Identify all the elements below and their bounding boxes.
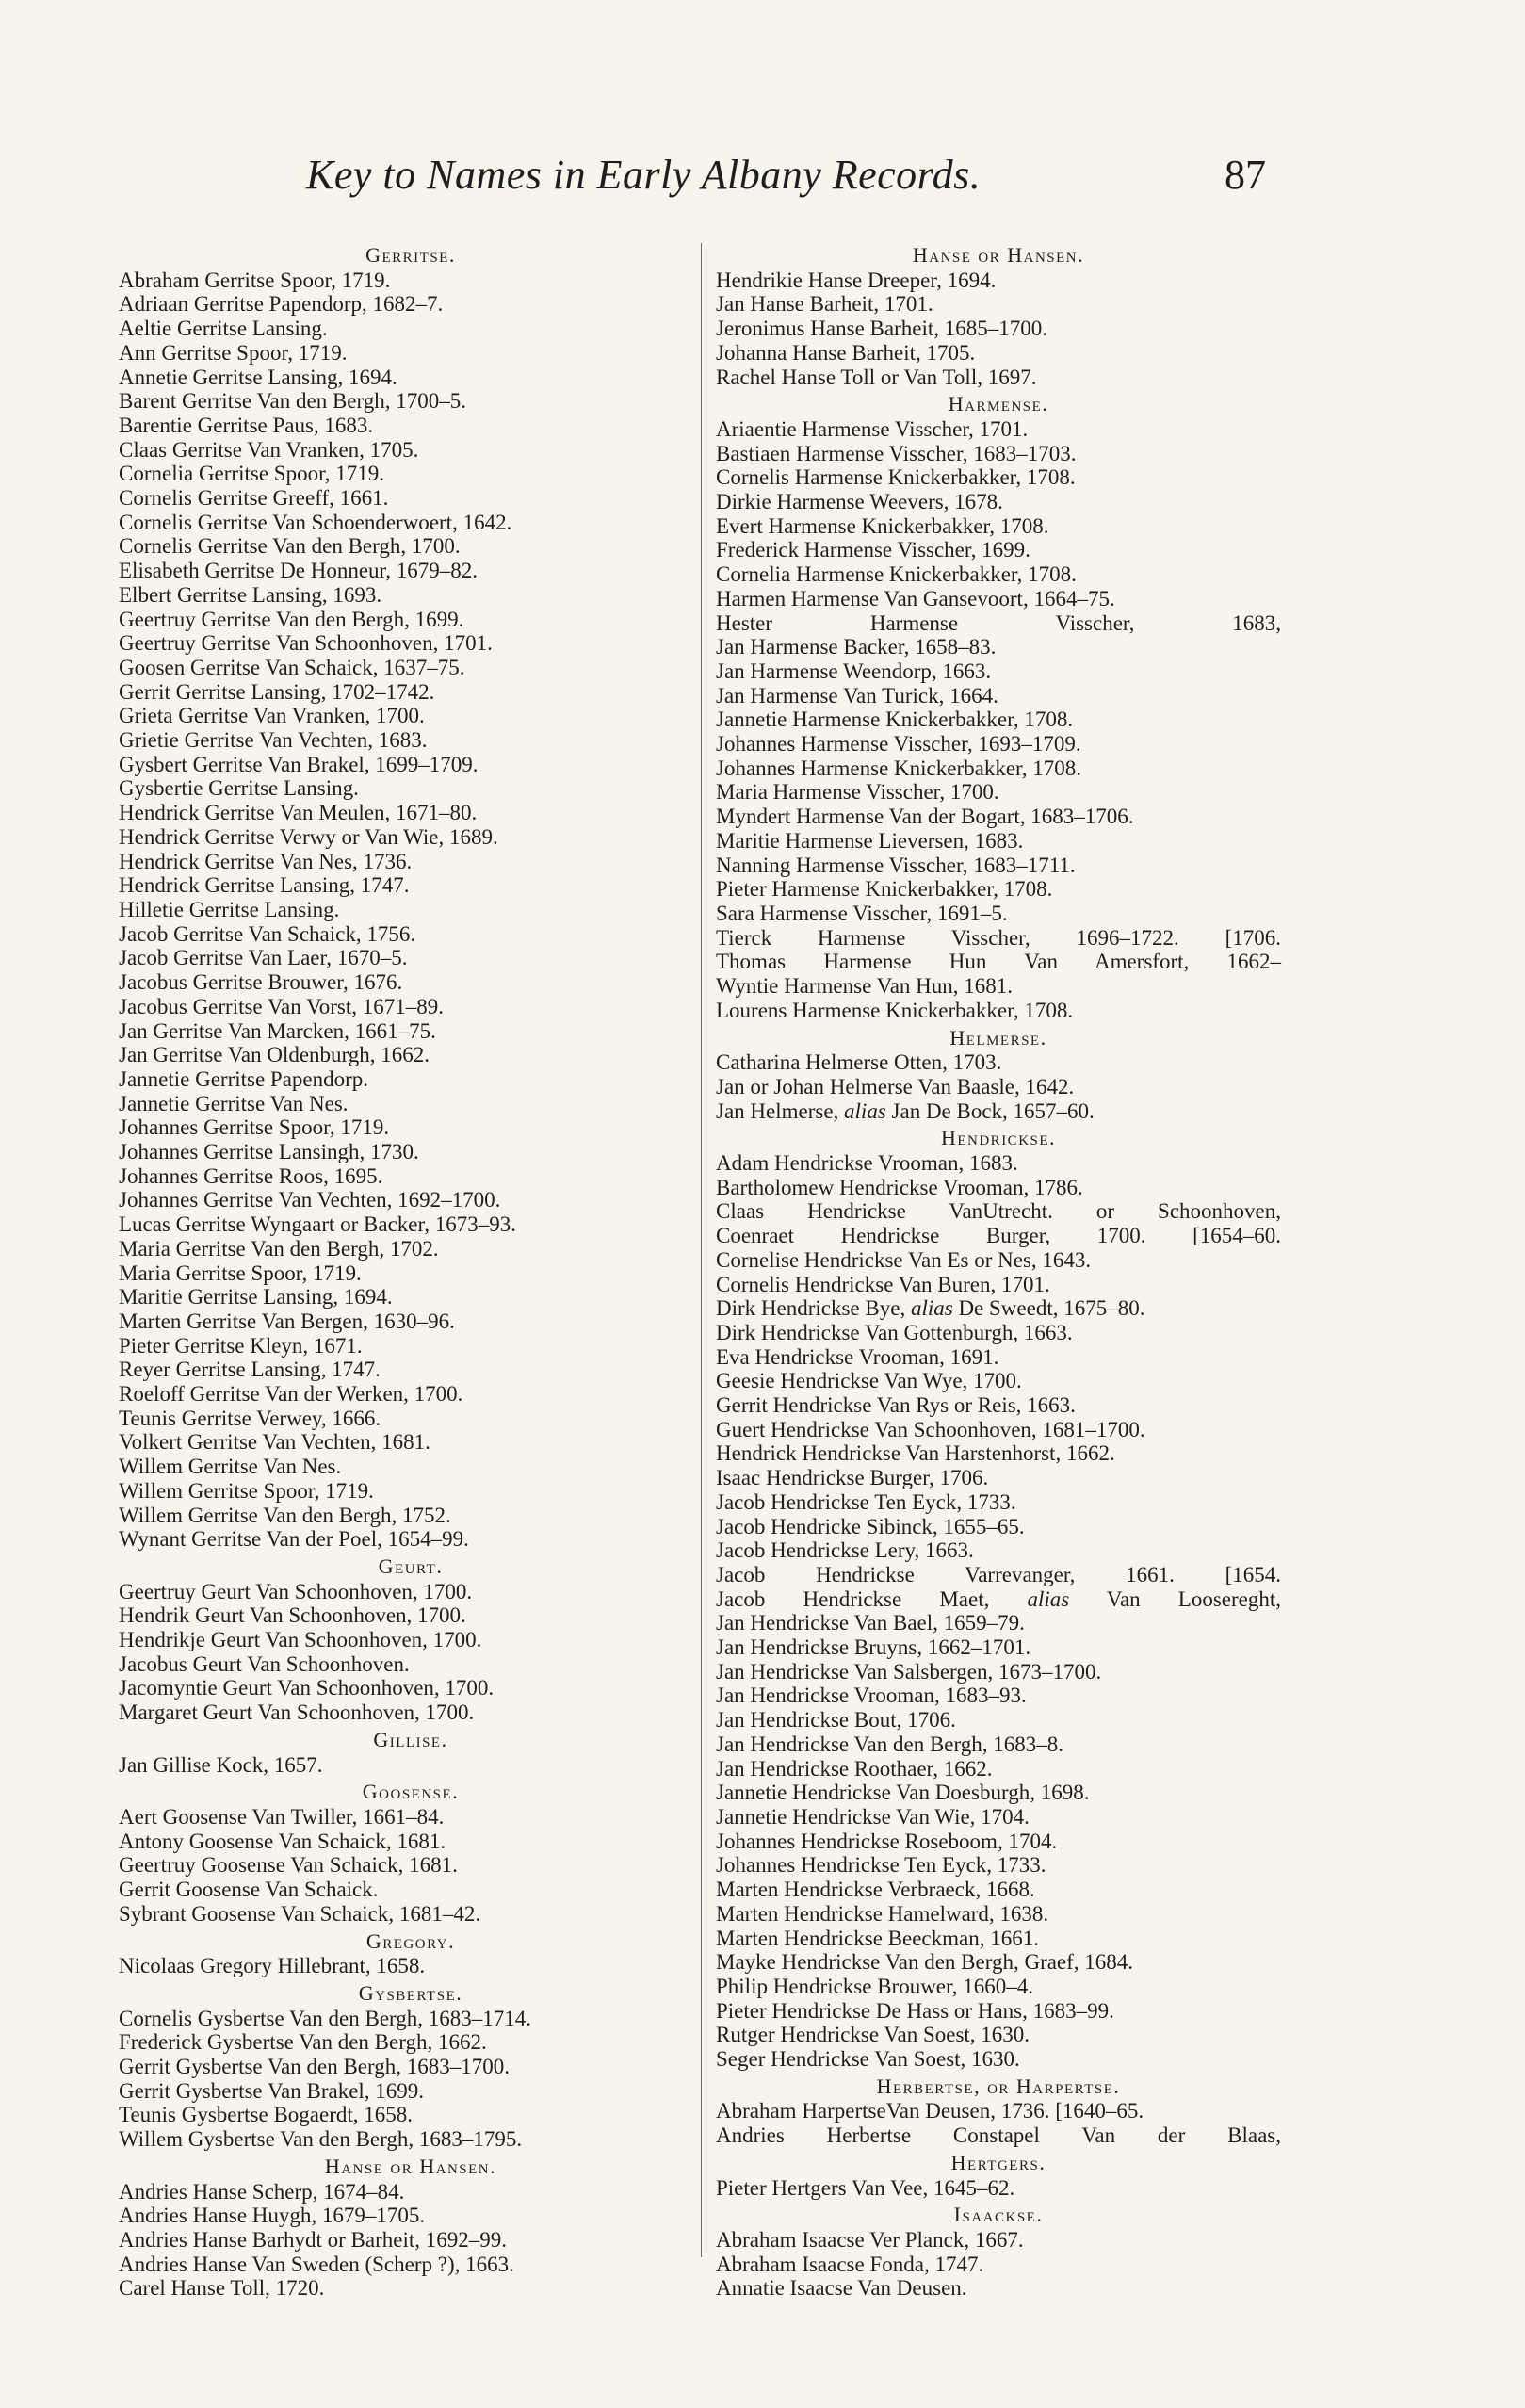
name-entry: Andries Hanse Scherp, 1674–84. [119,2179,405,2204]
name-entry: Cornelis Gerritse Van den Bergh, 1700. [119,534,461,559]
name-entry: Gerrit Goosense Van Schaick. [119,1878,379,1902]
name-entry: Jacomyntie Geurt Van Schoonhoven, 1700. [119,1676,495,1700]
name-entry: Jan Harmense Backer, 1658–83. [716,635,997,659]
name-entry: Cornelis Harmense Knickerbakker, 1708. [716,465,1076,490]
name-entry: Rutger Hendrickse Van Soest, 1630. [716,2023,1030,2047]
name-entry: Johannes Harmense Knickerbakker, 1708. [716,756,1082,780]
page-number: 87 [1225,152,1266,198]
name-entry: Gerrit Gerritse Lansing, 1702–1742. [119,679,435,704]
name-entry: Jan Hendrickse Bout, 1706. [716,1708,956,1733]
name-entry: Abraham Isaacse Fonda, 1747. [716,2252,984,2276]
name-entry: Adam Hendrickse Vrooman, 1683. [716,1151,1018,1176]
name-entry: Marten Hendrickse Hamelward, 1638. [716,1901,1049,1926]
running-title: Key to Names in Early Albany Records. [306,152,982,198]
name-entry: Jan Gerritse Van Marcken, 1661–75. [119,1018,436,1043]
name-entry: Geertruy Gerritse Van den Bergh, 1699. [119,607,464,631]
section-heading: Helmerse. [949,1025,1047,1049]
name-entry: Jan Gerritse Van Oldenburgh, 1662. [119,1043,430,1067]
name-entry: Goosen Gerritse Van Schaick, 1637–75. [119,655,465,679]
name-entry: Lucas Gerritse Wyngaart or Backer, 1673–93. [119,1212,516,1237]
name-entry: Coenraet Hendrickse Burger, 1700. [1654–60. [716,1224,1281,1248]
name-entry: Philip Hendrickse Brouwer, 1660–4. [716,1974,1034,1998]
column-divider [701,243,702,2257]
name-entry: Maria Gerritse Van den Bergh, 1702. [119,1236,439,1261]
name-entry: Catharina Helmerse Otten, 1703. [716,1050,1002,1075]
name-entry: Pieter Hertgers Van Vee, 1645–62. [716,2175,1015,2200]
name-entry: Adriaan Gerritse Papendorp, 1682–7. [119,292,444,317]
name-entry: Tierck Harmense Visscher, 1696–1722. [1706. [716,925,1281,950]
name-entry: Cornelis Gerritse Greeff, 1661. [119,486,389,511]
name-entry: Cornelis Hendrickse Van Buren, 1701. [716,1272,1050,1296]
name-entry: Jacobus Geurt Van Schoonhoven. [119,1651,410,1676]
name-entry: Dirkie Harmense Weevers, 1678. [716,490,1003,514]
name-entry: Maria Harmense Visscher, 1700. [716,780,999,805]
name-entry: Claas Gerritse Van Vranken, 1705. [119,437,419,462]
name-entry: Bartholomew Hendrickse Vrooman, 1786. [716,1175,1083,1199]
name-entry: Nicolaas Gregory Hillebrant, 1658. [119,1954,426,1978]
name-entry: Aeltie Gerritse Lansing. [119,317,328,341]
name-entry: Johannes Hendrickse Roseboom, 1704. [716,1829,1058,1853]
name-entry: Mayke Hendrickse Van den Bergh, Graef, 1684. [716,1950,1134,1975]
section-heading: Gysbertse. [358,1980,463,2005]
section-heading: Hanse or Hansen. [324,2154,497,2178]
name-entry: Jan Hendrickse Bruyns, 1662–1701. [716,1635,1031,1660]
name-entry: Dirk Hendrickse Bye, alias De Sweedt, 1675–80. [716,1296,1145,1321]
name-entry: Sara Harmense Visscher, 1691–5. [716,901,1008,925]
name-entry: Jan Helmerse, alias Jan De Bock, 1657–60. [716,1098,1095,1123]
name-entry: Jan Hanse Barheit, 1701. [716,292,933,317]
name-entry: Hendrick Gerritse Verwy or Van Wie, 1689. [119,824,498,849]
name-entry: Jacob Hendrickse Lery, 1663. [716,1538,974,1563]
name-entry: Barent Gerritse Van den Bergh, 1700–5. [119,389,466,414]
section-heading: Hendrickse. [940,1126,1057,1150]
name-entry: Andries Hanse Barhydt or Barheit, 1692–99. [119,2227,508,2252]
name-entry: Jacobus Gerritse Brouwer, 1676. [119,970,403,995]
name-entry: Frederick Gysbertse Van den Bergh, 1662. [119,2030,487,2055]
name-entry: Johannes Gerritse Van Vechten, 1692–1700. [119,1188,501,1212]
name-entry: Gysbertie Gerritse Lansing. [119,776,359,801]
name-entry: Reyer Gerritse Lansing, 1747. [119,1358,381,1382]
name-entry: Andries Hanse Huygh, 1679–1705. [119,2204,426,2228]
name-entry: Cornelis Gysbertse Van den Bergh, 1683–1714. [119,2006,532,2030]
name-entry: Jacob Gerritse Van Schaick, 1756. [119,921,416,946]
name-entry: Johanna Hanse Barheit, 1705. [716,340,976,365]
name-entry: Jan Harmense Weendorp, 1663. [716,659,992,683]
name-entry: Antony Goosense Van Schaick, 1681. [119,1829,446,1853]
name-entry: Johannes Gerritse Roos, 1695. [119,1163,383,1188]
name-entry: Volkert Gerritse Van Vechten, 1681. [119,1430,430,1455]
name-entry: Willem Gerritse Spoor, 1719. [119,1478,374,1503]
name-entry: Hendrick Gerritse Lansing, 1747. [119,873,410,898]
name-entry: Lourens Harmense Knickerbakker, 1708. [716,998,1074,1022]
name-entry: Wynant Gerritse Van der Poel, 1654–99. [119,1527,469,1552]
name-entry: Aert Goosense Van Twiller, 1661–84. [119,1805,445,1829]
name-entry: Elisabeth Gerritse De Honneur, 1679–82. [119,559,479,583]
name-entry: Wyntie Harmense Van Hun, 1681. [716,974,1014,999]
name-entry: Ann Gerritse Spoor, 1719. [119,340,348,365]
name-entry: Evert Harmense Knickerbakker, 1708. [716,513,1049,538]
page-header [0,141,1525,207]
left-column [119,240,703,2301]
name-entry: Abraham HarpertseVan Deusen, 1736. [1640–65. [716,2099,1144,2123]
name-entry: Jacobus Gerritse Van Vorst, 1671–89. [119,994,444,1018]
name-entry: Cornelia Gerritse Spoor, 1719. [119,462,385,486]
name-entry: Hester Harmense Visscher, 1683, [716,610,1281,635]
name-entry: Annetie Gerritse Lansing, 1694. [119,365,397,389]
name-entry: Jacob Hendrickse Maet, alias Van Loosereght, [716,1586,1281,1611]
name-entry: Marten Gerritse Van Bergen, 1630–96. [119,1309,455,1333]
section-heading: Gillise. [373,1727,448,1751]
name-entry: Hendrick Gerritse Van Nes, 1736. [119,849,413,873]
section-heading: Harmense. [948,392,1049,416]
name-entry: Rachel Hanse Toll or Van Toll, 1697. [716,365,1037,389]
name-entry: Gerrit Gysbertse Van den Bergh, 1683–1700. [119,2055,510,2079]
name-entry: Johannes Gerritse Lansingh, 1730. [119,1140,419,1164]
name-entry: Jannetie Hendrickse Van Wie, 1704. [716,1805,1030,1829]
name-entry: Jacob Hendricke Sibinck, 1655–65. [716,1514,1025,1538]
name-entry: Isaac Hendrickse Burger, 1706. [716,1466,989,1490]
name-entry: Harmen Harmense Van Gansevoort, 1664–75. [716,586,1115,610]
name-entry: Geertruy Geurt Van Schoonhoven, 1700. [119,1579,473,1603]
name-entry: Jan Hendrickse Van Bael, 1659–79. [716,1611,1025,1635]
section-heading: Herbertse, or Harpertse. [876,2074,1121,2098]
name-entry: Jacob Hendrickse Ten Eyck, 1733. [716,1489,1016,1514]
name-entry: Jan Hendrickse Vrooman, 1683–93. [716,1684,1027,1708]
name-entry: Johannes Harmense Visscher, 1693–1709. [716,732,1081,757]
name-entry: Hilletie Gerritse Lansing. [119,897,340,921]
name-entry: Myndert Harmense Van der Bogart, 1683–1706. [716,805,1134,829]
name-entry: Hendrik Geurt Van Schoonhoven, 1700. [119,1603,466,1628]
name-entry: Cornelise Hendrickse Van Es or Nes, 1643. [716,1247,1092,1272]
name-entry: Ariaentie Harmense Visscher, 1701. [716,416,1029,441]
name-entry: Johannes Gerritse Spoor, 1719. [119,1115,390,1140]
name-entry: Jeronimus Hanse Barheit, 1685–1700. [716,317,1047,341]
name-entry: Geesie Hendrickse Van Wye, 1700. [716,1369,1022,1393]
name-entry: Pieter Gerritse Kleyn, 1671. [119,1333,363,1358]
name-entry: Abraham Gerritse Spoor, 1719. [119,268,391,292]
section-heading: Geurt. [378,1554,444,1578]
name-entry: Cornelis Gerritse Van Schoenderwoert, 1642. [119,510,512,534]
right-column [716,240,1281,2301]
name-entry: Grieta Gerritse Van Vranken, 1700. [119,704,425,728]
name-entry: Dirk Hendrickse Van Gottenburgh, 1663. [716,1320,1073,1344]
name-entry: Jan Hendrickse Roothaer, 1662. [716,1756,993,1781]
name-entry: Frederick Harmense Visscher, 1699. [716,538,1030,562]
name-entry: Hendrikie Hanse Dreeper, 1694. [716,268,997,292]
name-entry: Jan Hendrickse Van Salsbergen, 1673–1700. [716,1659,1102,1684]
name-entry: Pieter Hendrickse De Hass or Hans, 1683–99. [716,1998,1114,2023]
name-entry: Annatie Isaacse Van Deusen. [716,2276,967,2301]
name-entry: Eva Hendrickse Vrooman, 1691. [716,1344,999,1369]
name-entry: Jannetie Gerritse Van Nes. [119,1091,349,1115]
name-entry: Jannetie Gerritse Papendorp. [119,1066,369,1091]
name-entry: Maritie Gerritse Lansing, 1694. [119,1285,393,1310]
name-entry: Teunis Gerritse Verwey, 1666. [119,1406,381,1430]
name-entry: Elbert Gerritse Lansing, 1693. [119,582,382,607]
name-entry: Guert Hendrickse Van Schoonhoven, 1681–1700. [716,1417,1145,1441]
name-entry: Roeloff Gerritse Van der Werken, 1700. [119,1382,463,1407]
name-entry: Jacob Hendrickse Varrevanger, 1661. [1654. [716,1562,1281,1586]
name-entry: Jan or Johan Helmerse Van Baasle, 1642. [716,1074,1075,1098]
name-entry: Willem Gerritse Van den Bergh, 1752. [119,1503,451,1527]
name-entry: Johannes Hendrickse Ten Eyck, 1733. [716,1853,1046,1878]
section-heading: Isaackse. [953,2203,1044,2227]
section-heading: Goosense. [362,1780,460,1804]
section-heading: Gregory. [365,1928,456,1953]
name-entry: Marten Hendrickse Beeckman, 1661. [716,1926,1039,1950]
section-heading: Hanse or Hansen. [912,243,1085,267]
name-entry: Andries Herbertse Constapel Van der Blaas, [716,2123,1281,2148]
name-entry: Gysbert Gerritse Van Brakel, 1699–1709. [119,752,479,776]
name-entry: Cornelia Harmense Knickerbakker, 1708. [716,562,1077,587]
name-entry: Sybrant Goosense Van Schaick, 1681–42. [119,1901,481,1926]
name-entry: Nanning Harmense Visscher, 1683–1711. [716,853,1076,877]
name-entry: Teunis Gysbertse Bogaerdt, 1658. [119,2103,414,2127]
name-entry: Jan Hendrickse Van den Bergh, 1683–8. [716,1732,1063,1756]
name-entry: Willem Gerritse Van Nes. [119,1455,342,1479]
name-entry: Marten Hendrickse Verbraeck, 1668. [716,1878,1035,1902]
name-entry: Jan Harmense Van Turick, 1664. [716,683,998,708]
section-heading: Gerritse. [365,243,456,267]
name-entry: Grietie Gerritse Van Vechten, 1683. [119,728,428,753]
name-entry: Thomas Harmense Hun Van Amersfort, 1662– [716,950,1281,974]
name-entry: Jacob Gerritse Van Laer, 1670–5. [119,946,408,970]
name-entry: Jannetie Harmense Knickerbakker, 1708. [716,708,1074,732]
name-entry: Pieter Harmense Knickerbakker, 1708. [716,877,1053,902]
name-entry: Andries Hanse Van Sweden (Scherp ?), 1663. [119,2252,514,2276]
name-entry: Abraham Isaacse Ver Planck, 1667. [716,2227,1024,2252]
name-entry: Jannetie Hendrickse Van Doesburgh, 1698. [716,1781,1090,1805]
name-entry: Maritie Harmense Lieversen, 1683. [716,828,1024,853]
name-entry: Hendrikje Geurt Van Schoonhoven, 1700. [119,1628,482,1652]
name-entry: Gerrit Hendrickse Van Rys or Reis, 1663. [716,1393,1076,1418]
name-entry: Bastiaen Harmense Visscher, 1683–1703. [716,441,1077,465]
section-heading: Hertgers. [950,2150,1046,2174]
name-entry: Geertruy Goosense Van Schaick, 1681. [119,1853,458,1878]
name-entry: Carel Hanse Toll, 1720. [119,2276,325,2301]
name-entry: Geertruy Gerritse Van Schoonhoven, 1701. [119,631,493,656]
name-entry: Hendrick Hendrickse Van Harstenhorst, 1662. [716,1441,1115,1466]
name-entry: Gerrit Gysbertse Van Brakel, 1699. [119,2078,425,2103]
name-entry: Margaret Geurt Van Schoonhoven, 1700. [119,1700,475,1725]
name-entry: Maria Gerritse Spoor, 1719. [119,1261,362,1285]
name-entry: Jan Gillise Kock, 1657. [119,1752,323,1777]
name-entry: Claas Hendrickse VanUtrecht. or Schoonhoven, [716,1199,1281,1224]
name-entry: Willem Gysbertse Van den Bergh, 1683–1795. [119,2127,523,2152]
name-entry: Hendrick Gerritse Van Meulen, 1671–80. [119,801,478,825]
name-entry: Barentie Gerritse Paus, 1683. [119,413,374,437]
name-entry: Seger Hendrickse Van Soest, 1630. [716,2047,1020,2072]
